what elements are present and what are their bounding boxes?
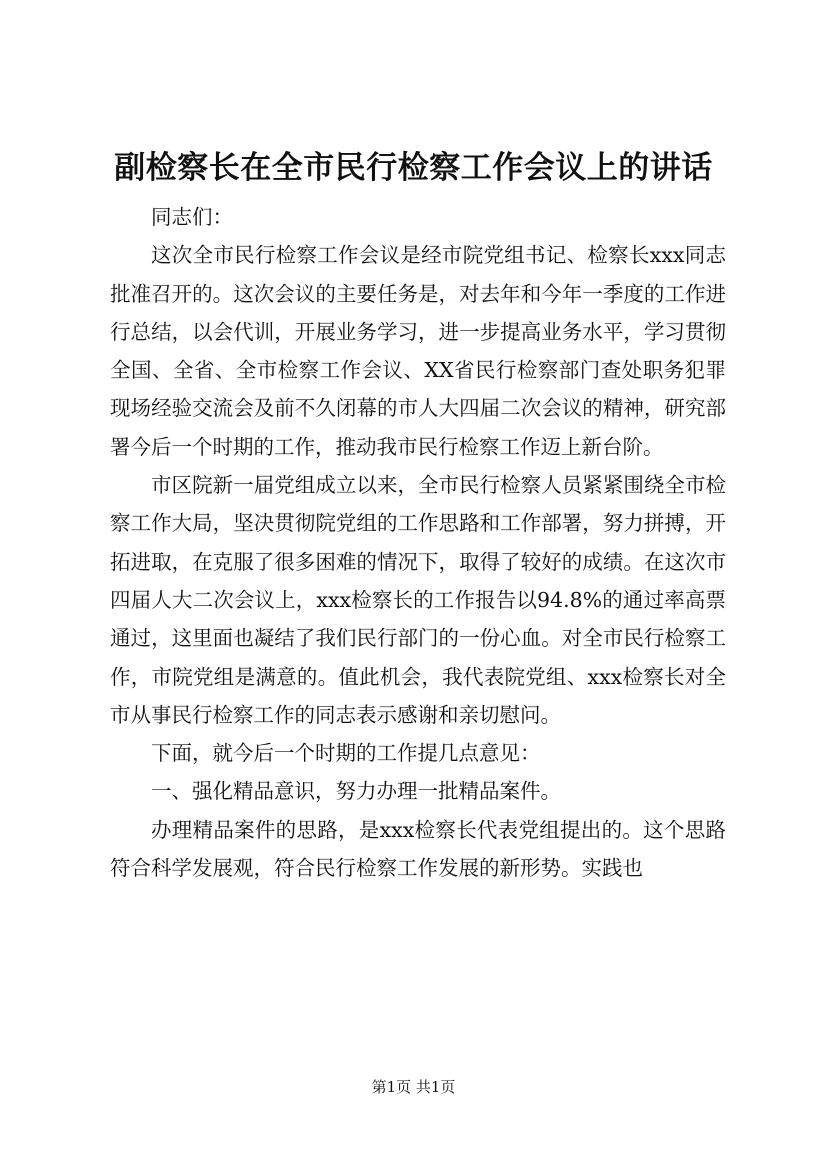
page-footer: 第1页 共1页 bbox=[371, 1078, 456, 1096]
section-1-paragraph: 办理精品案件的思路，是xxx检察长代表党组提出的。这个思路符合科学发展观，符合民行检察工作发展的新形势。实践也 bbox=[110, 817, 726, 881]
salutation-paragraph: 同志们： bbox=[151, 205, 233, 229]
achievements-paragraph: 市区院新一届党组成立以来，全市民行检察人员紧紧围绕全市检察工作大局，坚决贯彻院党组的工作思路和工作部署，努力拼搏，开拓进取，在克服了很多困难的情况下，取得了较好的成绩。在这次市四届人大二次会议上，xxx检察长的工作报告以94.8%的通过率高票通过，这里面也凝结了我们民行部门的一份心血。对全市民行检察工作，市院党组是满意的。值此机会，我代表院党组、xxx检察长对全市从事民行检察工作的同志表示感谢和亲切慰问。 bbox=[110, 473, 726, 727]
document-title: 副检察长在全市民行检察工作会议上的讲话 bbox=[114, 150, 713, 186]
intro-paragraph: 这次全市民行检察工作会议是经市院党组书记、检察长xxx同志批准召开的。这次会议的主要任务是，对去年和今年一季度的工作进行总结，以会代训，开展业务学习，进一步提高业务水平，学习贯彻全国、全省、全市检察工作会议、XX省民行检察部门查处职务犯罪现场经验交流会及前不久闭幕的市人大四届二次会议的精神，研究部署今后一个时期的工作，推动我市民行检察工作迈上新台阶。 bbox=[110, 243, 726, 459]
transition-paragraph: 下面，就今后一个时期的工作提几点意见： bbox=[151, 741, 541, 766]
document-body bbox=[110, 198, 726, 887]
section-heading-1: 一、强化精品意识，努力办理一批精品案件。 bbox=[151, 779, 561, 804]
